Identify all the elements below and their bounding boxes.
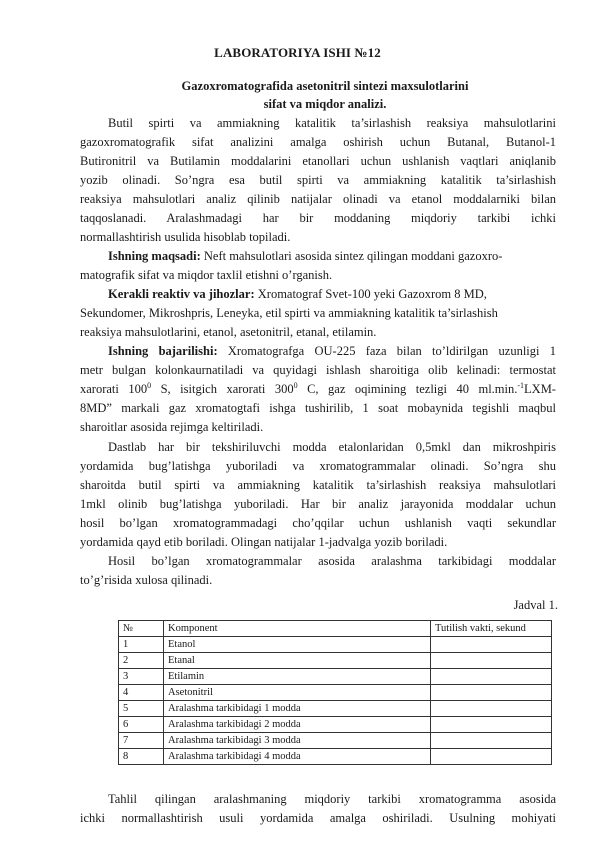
- bajarilishi-line: xarorati $100^0$ S, isitgich xarorati $300^0$ C, gaz oqimining tezligi 40 ml.min.$^{-1}$LXM-: [80, 380, 556, 396]
- dastlab-line: hosil bo’lgan xromatogrammadagi cho’qqilar uchun ushlanish vaqti sekundlar: [80, 516, 556, 530]
- table-row: 7 Aralashma tarkibidagi 3 modda: [119, 733, 552, 749]
- intro-line: yozib olinadi. So’ngra esa butil spirti va ammiakning katalitik ta’sirlashish: [80, 173, 556, 187]
- hosil-line: to’g’risida xulosa qilinadi.: [80, 573, 213, 587]
- bajarilishi-text: Xromatografga OU-225 faza bilan to’ldirilgan uzunligi 1: [217, 344, 557, 358]
- subtitle-line-2: sifat va miqdor analizi.: [263, 97, 387, 111]
- results-table: [118, 620, 552, 765]
- intro-line: normallashtirish usulida hisoblab topiladi.: [80, 230, 291, 244]
- table-row: 2 Etanal: [119, 653, 552, 669]
- dastlab-line: Dastlab har bir tekshiriluvchi modda etalonlaridan 0,5mkl dan mikroshpiris: [108, 440, 556, 454]
- table-row: 8 Aralashma tarkibidagi 4 modda: [119, 749, 552, 765]
- table-row: 4 Asetonitril: [119, 685, 552, 701]
- table-caption: Jadval 1.: [513, 598, 558, 612]
- header-number: №: [119, 621, 164, 637]
- dastlab-line: yordamida qayd etib boriladi. Olingan natijalar 1-jadvalga yozib boriladi.: [80, 535, 448, 549]
- table-row: 6 Aralashma tarkibidagi 2 modda: [119, 717, 552, 733]
- dastlab-line: 1mkl olinib bug’latishga yuboriladi. Har bir analiz jarayonida moddalar uchun: [80, 497, 556, 511]
- bajarilishi-label: Ishning bajarilishi:: [108, 344, 218, 358]
- bajarilishi-line: 8MD” markali gaz xromatogtafi ishga tushirilib, 1 soat mobaynida tegishli maqbul: [80, 401, 556, 415]
- maqsad-text: Neft mahsulotlari asosida sintez qilingan moddani gazoxro-: [200, 249, 503, 263]
- reaktiv-line: reaksiya mahsulotlarini, etanol, asetonitril, etanal, etilamin.: [80, 325, 377, 339]
- intro-line: Butil spirti va ammiakning katalitik ta’sirlashish reaksiya mahsulotlarini: [108, 116, 556, 130]
- intro-line: reaksiya mahsulotlari analiz qilinib natijalar olinadi va etanol moddalarniki bilan: [80, 192, 556, 206]
- maqsad-line: [108, 247, 556, 266]
- subtitle-line-1: Gazoxromatografida asetonitril sintezi maxsulotlarini: [181, 79, 469, 93]
- intro-line: taqqoslanadi. Aralashmadagi har bir moddaning miqdoriy tarkibi ichki: [80, 211, 556, 225]
- reaktiv-text: Xromatograf Svet-100 yeki Gazoxrom 8 MD,: [254, 287, 487, 301]
- intro-line: gazoxromatografik sifat analizini amalga oshirish uchun Butanal, Butanol-1: [80, 135, 556, 149]
- reaktiv-line: [108, 285, 556, 304]
- hosil-line: Hosil bo’lgan xromatogrammalar asosida aralashma tarkibidagi moddalar: [108, 554, 556, 568]
- table-row: 5 Aralashma tarkibidagi 1 modda: [119, 701, 552, 717]
- maqsad-label: Ishning maqsadi:: [108, 249, 201, 263]
- bajarilishi-line: metr bulgan kolonkaurnatiladi va quyidagi ishlash sharoitiga olib kelinadi: termostat: [80, 363, 556, 377]
- dastlab-line: yordamida bug’latishga yuboriladi va xromatogrammalar olinadi. So’ngra shu: [80, 459, 556, 473]
- table-row: 3 Etilamin: [119, 669, 552, 685]
- page-title: LABORATORIYA ISHI №12: [214, 45, 381, 60]
- reaktiv-line: Sekundomer, Mikroshpris, Leneyka, etil spirti va ammiakning katalitik ta’sirlashish: [80, 306, 498, 320]
- table-header-row: [119, 621, 552, 637]
- header-component: Komponent: [164, 621, 431, 637]
- dastlab-line: sharoitda butil spirti va ammiakning katalitik ta’sirlashish reaksiya mahsulotlari: [80, 478, 556, 492]
- tahlil-line: ichki normallashtirish usuli yordamida amalga oshiriladi. Usulning mohiyati: [80, 811, 556, 825]
- table-row: 1 Etanol: [119, 637, 552, 653]
- reaktiv-label: Kerakli reaktiv va jihozlar:: [108, 287, 255, 301]
- bajarilishi-line: [108, 342, 556, 361]
- maqsad-line: matografik sifat va miqdor taxlil etishni o’rganish.: [80, 268, 333, 282]
- tahlil-line: Tahlil qilingan aralashmaning miqdoriy tarkibi xromatogramma asosida: [108, 792, 556, 806]
- header-retention-time: Tutilish vakti, sekund: [431, 621, 552, 637]
- intro-line: Butironitril va Butilamin moddalarini etanollari uchun ushlanish vaqtlari aniqlanib: [80, 154, 556, 168]
- bajarilishi-line: sharoitlar asosida rejimga keltiriladi.: [80, 420, 264, 434]
